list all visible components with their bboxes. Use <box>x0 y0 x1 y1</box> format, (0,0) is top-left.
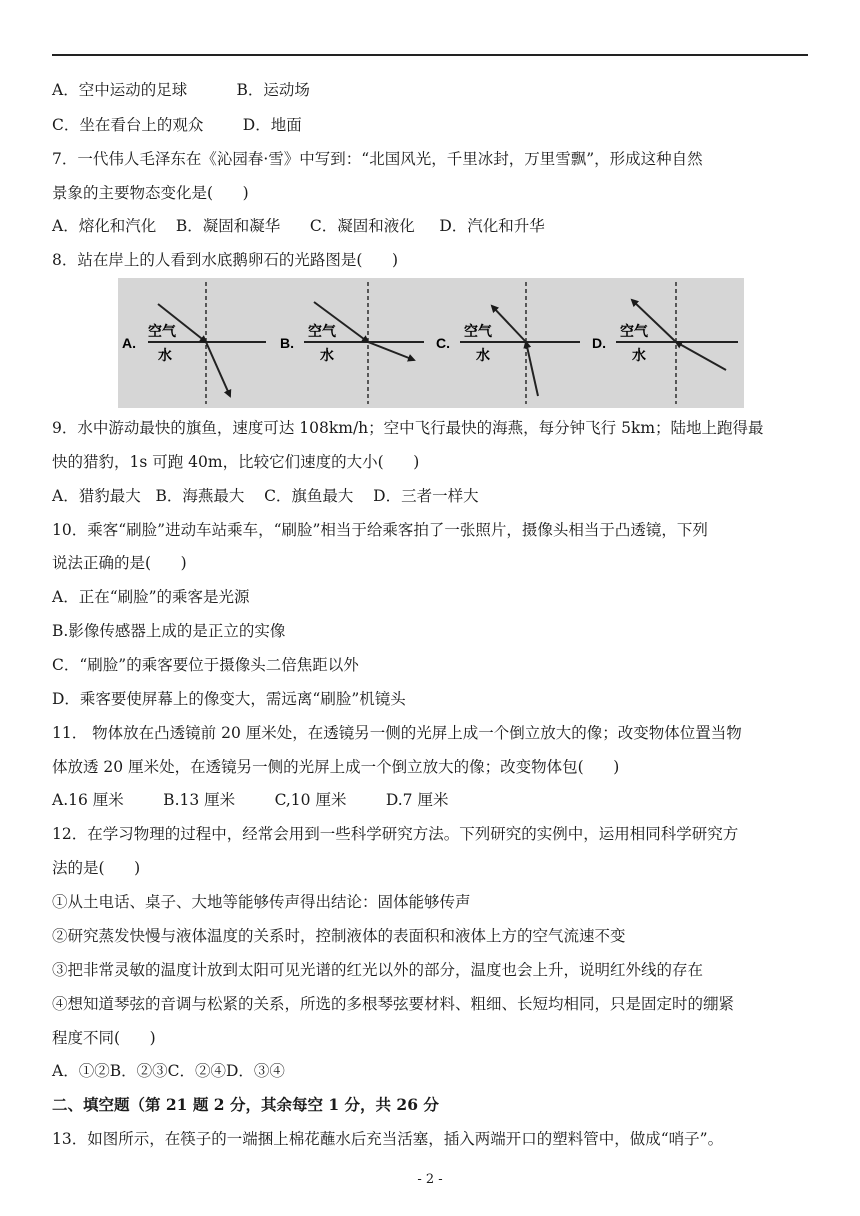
page-number: - 2 - <box>417 1172 443 1187</box>
light-path-diagram <box>118 278 744 408</box>
header-rule <box>52 54 808 56</box>
ray-b-refracted <box>368 342 414 360</box>
panel-a-air: 空气 <box>148 323 176 339</box>
q10-option-b: B.影像传感器上成的是正立的实像 <box>52 622 286 640</box>
q12-item-4-line2: 程度不同( ) <box>52 1029 156 1047</box>
light-path-figure <box>118 278 744 408</box>
q9-options: A．猎豹最大 B．海燕最大 C．旗鱼最大 D．三者一样大 <box>52 487 479 505</box>
q12-stem-line1: 12．在学习物理的过程中，经常会用到一些科学研究方法。下列研究的实例中，运用相同科学研究方 <box>52 825 739 843</box>
panel-b-water: 水 <box>320 347 334 363</box>
q12-stem-line2: 法的是( ) <box>52 859 141 877</box>
ray-c-incident <box>526 342 538 396</box>
panel-d-letter: D. <box>592 335 606 351</box>
q7-stem-line2: 景象的主要物态变化是( ) <box>52 184 249 202</box>
ray-a-refracted <box>206 342 230 396</box>
panel-b <box>280 282 424 404</box>
q6-options-cd: C．坐在看台上的观众 D．地面 <box>52 116 302 134</box>
q9-stem-line2: 快的猎豹，1s 可跑 40m，比较它们速度的大小( ) <box>52 453 420 471</box>
q7-stem-line1: 7．一代伟人毛泽东在《沁园春·雪》中写到：“北国风光，千里冰封，万里雪飘”，形成这种自然 <box>52 150 703 168</box>
panel-d-air: 空气 <box>620 323 648 339</box>
panel-b-air: 空气 <box>308 323 336 339</box>
q12-item-1: ①从土电话、桌子、大地等能够传声得出结论：固体能够传声 <box>52 893 471 911</box>
panel-a <box>122 282 266 404</box>
q11-stem-line2: 体放透 20 厘米处，在透镜另一侧的光屏上成一个倒立放大的像；改变物体包( ) <box>52 758 620 776</box>
panel-a-water: 水 <box>158 347 172 363</box>
q13-stem: 13．如图所示，在筷子的一端捆上棉花蘸水后充当活塞，插入两端开口的塑料管中，做成“哨子”。 <box>52 1130 724 1148</box>
panel-d <box>592 282 738 404</box>
q11-options: A.16 厘米 B.13 厘米 C,10 厘米 D.7 厘米 <box>52 791 449 809</box>
q10-stem-line2: 说法正确的是( ) <box>52 554 187 572</box>
q10-option-d: D．乘客要使屏幕上的像变大，需远离“刷脸”机镜头 <box>52 690 406 708</box>
panel-c-letter: C. <box>436 335 450 351</box>
q12-item-2: ②研究蒸发快慢与液体温度的关系时，控制液体的表面积和液体上方的空气流速不变 <box>52 927 626 945</box>
q8-stem: 8．站在岸上的人看到水底鹅卵石的光路图是( ) <box>52 251 399 269</box>
panel-c <box>436 282 580 404</box>
panel-d-water: 水 <box>632 347 646 363</box>
panel-b-letter: B. <box>280 335 294 351</box>
panel-c-water: 水 <box>476 347 490 363</box>
q7-options: A．熔化和汽化 B．凝固和凝华 C．凝固和液化 D．汽化和升华 <box>52 217 545 235</box>
q12-item-4-line1: ④想知道琴弦的音调与松紧的关系，所选的多根琴弦要材料、粗细、长短均相同，只是固定时的绷紧 <box>52 995 735 1013</box>
q6-options-ab: A．空中运动的足球 B．运动场 <box>52 81 310 99</box>
ray-d-incident <box>676 342 726 370</box>
ray-c-refracted <box>492 306 526 342</box>
q9-stem-line1: 9．水中游动最快的旗鱼，速度可达 108km/h；空中飞行最快的海燕，每分钟飞行 5km；陆地上跑得最 <box>52 419 764 437</box>
panel-a-letter: A. <box>122 335 136 351</box>
q10-stem-line1: 10．乘客“刷脸”进动车站乘车，“刷脸”相当于给乘客拍了一张照片，摄像头相当于凸透镜，下列 <box>52 521 708 539</box>
panel-c-air: 空气 <box>464 323 492 339</box>
q11-stem-line1: 11． 物体放在凸透镜前 20 厘米处，在透镜另一侧的光屏上成一个倒立放大的像；改变物体位置当物 <box>52 724 742 742</box>
q10-option-a: A．正在“刷脸”的乘客是光源 <box>52 588 250 606</box>
q12-options: A．①②B．②③C．②④D．③④ <box>52 1062 285 1080</box>
q10-option-c: C．“刷脸”的乘客要位于摄像头二倍焦距以外 <box>52 656 359 674</box>
q12-item-3: ③把非常灵敏的温度计放到太阳可见光谱的红光以外的部分，温度也会上升，说明红外线的存在 <box>52 961 704 979</box>
section-heading: 二、填空题（第 21 题 2 分，其余每空 1 分，共 26 分 <box>52 1095 439 1114</box>
